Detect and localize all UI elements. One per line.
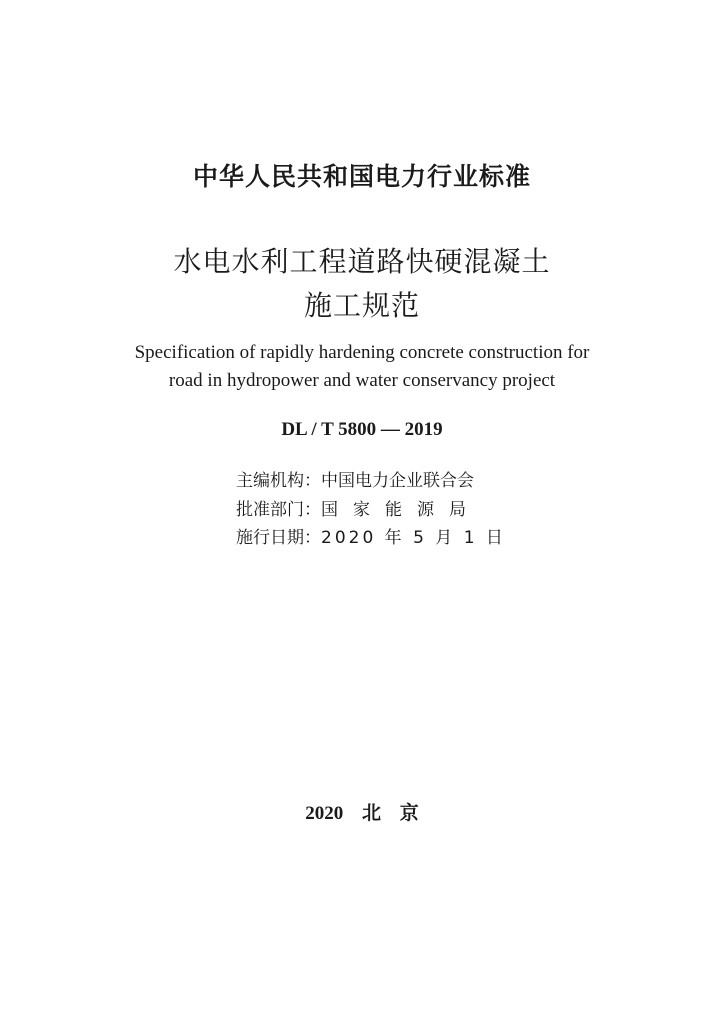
chinese-title-line-1: 水电水利工程道路快硬混凝土 (173, 245, 551, 278)
approver-row (236, 495, 481, 520)
chief-editor-value: 中国电力企业联合会 (321, 471, 474, 491)
chinese-title-line-2: 施工规范 (303, 289, 420, 322)
approver-value: 国家能源局 (321, 500, 481, 520)
effective-date-label: 施行日期： (236, 528, 321, 548)
effective-date-row (236, 523, 506, 548)
standard-code: DL / T 5800 — 2019 (281, 419, 443, 440)
publication-line: 2020 北 京 (305, 803, 419, 824)
issuer-heading: 中华人民共和国电力行业标准 (192, 162, 531, 191)
english-title-line-2: road in hydropower and water conservancy project (168, 370, 556, 391)
effective-date-value: 2020 年 5 月 1 日 (321, 528, 506, 548)
chief-editor-label: 主编机构： (236, 471, 321, 491)
chief-editor-row (236, 466, 474, 491)
english-title-line-1: Specification of rapidly hardening concrete construction for (134, 342, 590, 363)
approver-label: 批准部门： (236, 500, 321, 520)
